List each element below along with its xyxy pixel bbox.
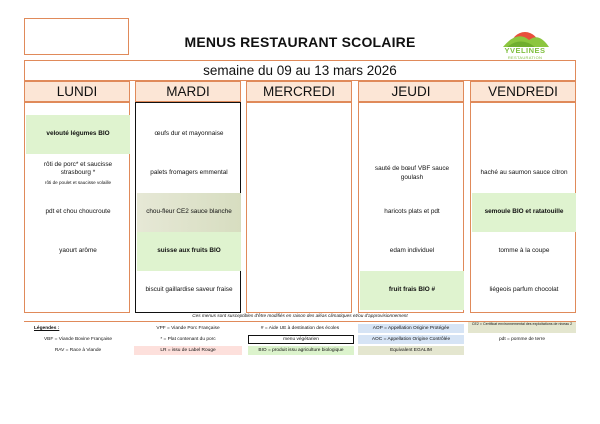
logo-subtitle: RESTAURATION [507, 55, 543, 60]
school-logo-box [24, 18, 129, 55]
day-column-jeudi [358, 81, 464, 294]
menu-item [360, 193, 464, 232]
week-range: semaine du 09 au 13 mars 2026 [24, 60, 576, 81]
menu-item [26, 232, 130, 271]
legend-porc: * = Plat contenant du porc [160, 337, 216, 342]
legend-aide-ue: # = Aide UE à destination des écoles [260, 326, 340, 331]
menu-item [472, 271, 576, 310]
legend-egalim: Equivalent EGALIM [358, 346, 464, 355]
logo-sun-icon [495, 16, 555, 48]
menu-item-text: sauté de bœuf VBF sauce goulash [374, 164, 450, 181]
legend [24, 321, 576, 355]
menu-item [472, 154, 576, 193]
menu-item [360, 232, 464, 271]
menu-item-alternative: rôti de poulet et saucisse volaille [44, 180, 112, 186]
menu-item-text: œufs dur et mayonnaise [154, 130, 224, 138]
day-header: LUNDI [24, 81, 130, 102]
menu-item [26, 154, 130, 193]
menu-item-text: pdt et chou choucroute [45, 208, 111, 216]
day-header: MERCREDI [246, 81, 352, 102]
day-header: VENDREDI [470, 81, 576, 102]
menu-item-text: edam individuel [389, 247, 435, 255]
menu-item-text: suisse aux fruits BIO [157, 247, 221, 255]
page-title: MENUS RESTAURANT SCOLAIRE [184, 34, 416, 50]
menu-item [472, 115, 576, 154]
menu-item-text: liégeois parfum chocolat [489, 286, 559, 294]
day-menu [470, 102, 576, 313]
legend-title: Légendes : [34, 326, 60, 331]
menu-item-text: velouté légumes BIO [46, 130, 110, 138]
menu-item [137, 232, 241, 271]
day-menu [24, 102, 130, 313]
menu-item [137, 271, 241, 310]
menu-item-text: biscuit gaillardise saveur fraise [145, 286, 233, 294]
day-header: JEUDI [358, 81, 464, 102]
legend-pdt: pdt = pomme de terre [499, 337, 545, 342]
menu-item-text: yaourt arôme [59, 247, 97, 255]
menu-item [360, 154, 464, 193]
day-menu [246, 102, 352, 313]
legend-vegetarien: menu végétarien [248, 335, 354, 344]
logo-name: YVELINES [504, 46, 546, 55]
menu-item-text: haricots plats et pdt [384, 208, 440, 216]
menu-item [137, 154, 241, 193]
menu-item-text: tomme à la coupe [498, 247, 550, 255]
menu-item-text: palets fromagers emmental [150, 169, 228, 177]
menu-item [360, 115, 464, 154]
menu-item-text: haché au saumon sauce citron [480, 169, 568, 177]
menu-item [248, 193, 352, 232]
legend-label-rouge: LR = issu de Label Rouge [134, 346, 242, 355]
yvelines-restauration-logo [495, 16, 555, 62]
legend-aop: AOP = Appellation Origine Protégée [358, 324, 464, 333]
menu-item [248, 115, 352, 154]
menu-item [26, 115, 130, 154]
legend-bio: BIO = produit issu agriculture biologique [248, 346, 354, 355]
legend-ce2: CE2 = Certificat environnemental des exploitations de niveau 2 [468, 322, 576, 333]
menu-item [360, 271, 464, 310]
menu-item [248, 271, 352, 310]
menu-item [26, 193, 130, 232]
menu-item-text: fruit frais BIO # [388, 286, 436, 294]
day-column-mardi [135, 81, 241, 294]
menu-item [472, 232, 576, 271]
day-header: MARDI [135, 81, 241, 102]
menu-item [137, 115, 241, 154]
day-column-lundi [24, 81, 130, 255]
menu-item [26, 271, 130, 310]
disclaimer-note: Ces menus sont susceptibles d'être modifiés en raison des aléas climatiques et/ou d'approvisionnement [192, 313, 408, 318]
menu-item [137, 193, 241, 232]
menu-item-text: rôti de porc* et saucisse strasbourg * [43, 160, 113, 177]
legend-vpf: VPF = Viande Porc Française [156, 326, 220, 331]
legend-rav: RAV = Race à Viande [54, 348, 102, 353]
legend-aoc: AOC = Appellation Origine Contrôlée [358, 335, 464, 344]
menu-item [248, 232, 352, 271]
menu-item [248, 154, 352, 193]
day-menu [358, 102, 464, 313]
day-column-mercredi [246, 81, 352, 102]
day-column-vendredi [470, 81, 576, 294]
day-menu [135, 102, 241, 313]
menu-item-text: semoule BIO et ratatouille [484, 208, 564, 216]
menu-item-text: chou-fleur CE2 sauce blanche [146, 208, 232, 216]
menu-item [472, 193, 576, 232]
legend-vbf: VBF = Viande Bovine Française [43, 337, 113, 342]
